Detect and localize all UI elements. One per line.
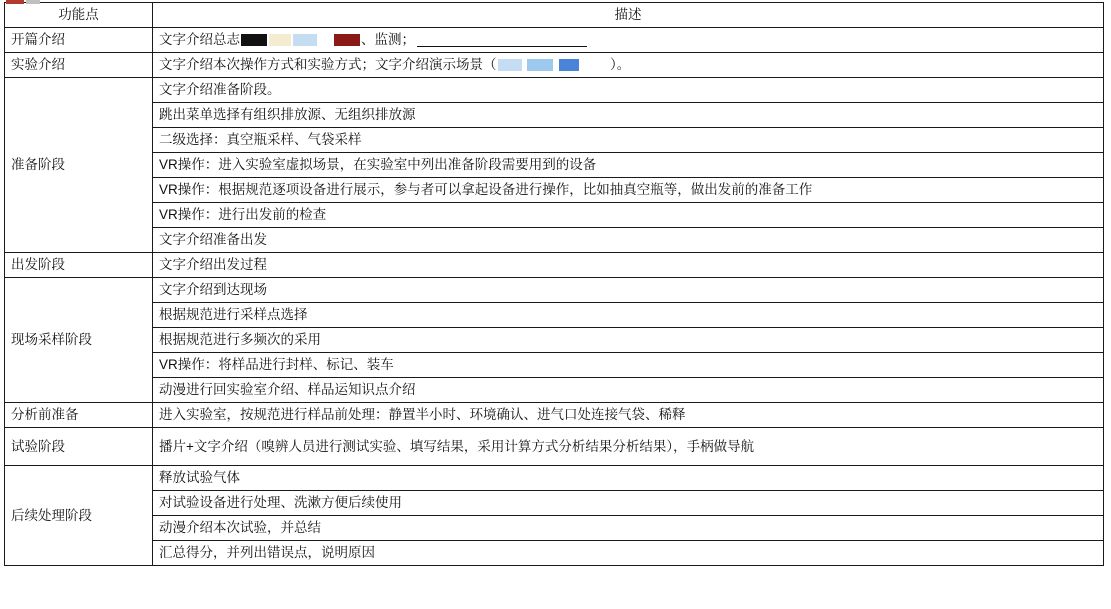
table-row bbox=[5, 541, 1104, 566]
description-cell: 对试验设备进行处理、洗漱方便后续使用 bbox=[153, 491, 1104, 516]
description-text-fragment: 、监测； bbox=[361, 32, 416, 47]
table-row bbox=[5, 253, 1104, 278]
table-row bbox=[5, 153, 1104, 178]
header-cell-feature: 功能点 bbox=[5, 3, 153, 28]
table-row bbox=[5, 103, 1104, 128]
table-row bbox=[5, 178, 1104, 203]
table-row bbox=[5, 228, 1104, 253]
table-row bbox=[5, 516, 1104, 541]
description-cell: VR操作：将样品进行封样、标记、装车 bbox=[153, 353, 1104, 378]
table-row bbox=[5, 466, 1104, 491]
description-cell: 文字介绍准备出发 bbox=[153, 228, 1104, 253]
description-cell: 文字介绍出发过程 bbox=[153, 253, 1104, 278]
description-cell: VR操作：进行出发前的检查 bbox=[153, 203, 1104, 228]
page-right-margin bbox=[1107, 2, 1111, 609]
table-row bbox=[5, 203, 1104, 228]
description-cell: 汇总得分，并列出错误点，说明原因 bbox=[153, 541, 1104, 566]
table-row bbox=[5, 403, 1104, 428]
redaction-block-blue-mid bbox=[527, 59, 553, 71]
description-cell: 文字介绍到达现场 bbox=[153, 278, 1104, 303]
description-cell: 动漫进行回实验室介绍、样品运知识点介绍 bbox=[153, 378, 1104, 403]
feature-cell: 现场采样阶段 bbox=[5, 278, 153, 403]
description-cell: 释放试验气体 bbox=[153, 466, 1104, 491]
table-row bbox=[5, 53, 1104, 78]
page-corner-mark bbox=[6, 0, 60, 4]
table-row bbox=[5, 428, 1104, 466]
description-cell: 进入实验室，按规范进行样品前处理：静置半小时、环境确认、进气口处连接气袋、稀释 bbox=[153, 403, 1104, 428]
description-cell: VR操作：根据规范逐项设备进行展示，参与者可以拿起设备进行操作，比如抽真空瓶等，做出发前的准备工作 bbox=[153, 178, 1104, 203]
redaction-block-maroon bbox=[334, 34, 360, 46]
redaction-block-blue-strong bbox=[559, 59, 579, 71]
redaction-block-blue-light bbox=[293, 34, 317, 46]
corner-grey-block bbox=[26, 0, 40, 4]
feature-cell: 出发阶段 bbox=[5, 253, 153, 278]
description-cell: 跳出菜单选择有组织排放源、无组织排放源 bbox=[153, 103, 1104, 128]
description-text-fragment: 文字介绍本次操作方式和实验方式；文字介绍演示场景（ bbox=[159, 57, 497, 72]
corner-red-block bbox=[6, 0, 24, 4]
feature-cell: 实验介绍 bbox=[5, 53, 153, 78]
description-cell: 播片+文字介绍（嗅辨人员进行测试实验、填写结果，采用计算方式分析结果分析结果），手柄做导航 bbox=[153, 428, 1104, 466]
description-cell: 文字介绍准备阶段。 bbox=[153, 78, 1104, 103]
description-text-fragment: ）。 bbox=[610, 57, 631, 72]
feature-cell: 试验阶段 bbox=[5, 428, 153, 466]
header-cell-description: 描述 bbox=[153, 3, 1104, 28]
feature-cell: 开篇介绍 bbox=[5, 28, 153, 53]
feature-cell: 准备阶段 bbox=[5, 78, 153, 253]
description-cell bbox=[153, 53, 1104, 78]
feature-description-table bbox=[4, 2, 1104, 566]
document-page bbox=[0, 2, 1111, 609]
description-cell: 二级选择：真空瓶采样、气袋采样 bbox=[153, 128, 1104, 153]
description-text-fragment: 文字介绍总志 bbox=[159, 32, 240, 47]
table-row bbox=[5, 28, 1104, 53]
table-body bbox=[5, 3, 1104, 566]
table-header-row bbox=[5, 3, 1104, 28]
table-row bbox=[5, 303, 1104, 328]
description-cell bbox=[153, 28, 1104, 53]
table-row bbox=[5, 328, 1104, 353]
table-row bbox=[5, 278, 1104, 303]
table-row bbox=[5, 353, 1104, 378]
description-cell: 根据规范进行多频次的采用 bbox=[153, 328, 1104, 353]
table-row bbox=[5, 378, 1104, 403]
redaction-block-dark bbox=[241, 34, 267, 46]
table-row bbox=[5, 128, 1104, 153]
feature-cell: 后续处理阶段 bbox=[5, 466, 153, 566]
description-cell: VR操作：进入实验室虚拟场景，在实验室中列出准备阶段需要用到的设备 bbox=[153, 153, 1104, 178]
table-row bbox=[5, 78, 1104, 103]
description-cell: 动漫介绍本次试验，并总结 bbox=[153, 516, 1104, 541]
description-cell: 根据规范进行采样点选择 bbox=[153, 303, 1104, 328]
table-row bbox=[5, 491, 1104, 516]
redaction-underline bbox=[417, 34, 587, 47]
redaction-block-blue-light bbox=[498, 59, 522, 71]
feature-cell: 分析前准备 bbox=[5, 403, 153, 428]
redaction-block-cream bbox=[269, 34, 291, 46]
